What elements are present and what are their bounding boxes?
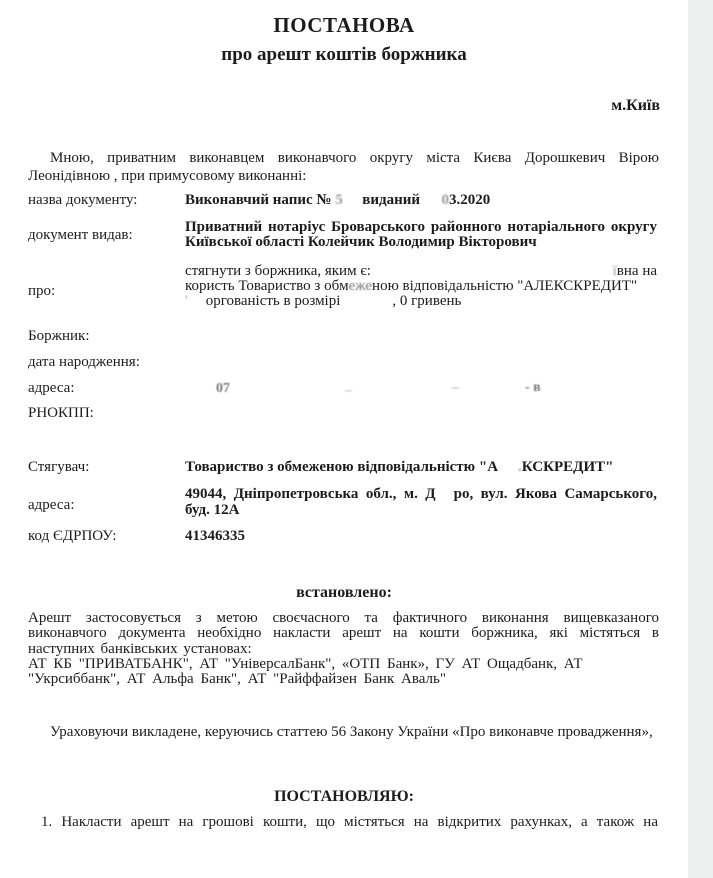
field-value-doc-name (185, 192, 657, 209)
field-label-creditor: Стягувач: (28, 459, 90, 475)
doc-name-mid: виданий (362, 192, 420, 208)
redaction-fragment: ' (185, 293, 188, 309)
section-heading-resolve: ПОСТАНОВЛЯЮ: (274, 788, 414, 805)
field-label-dob: дата народження: (28, 354, 140, 370)
about-line-2: користь Товариство з обмеженою відповідальністю "АЛЕКСКРЕДИТ" (185, 278, 638, 294)
field-label-edrpou: код ЄДРПОУ: (28, 528, 117, 544)
field-label-doc-name: назва документу: (28, 192, 138, 208)
redaction-fragment: 5 (335, 192, 343, 208)
redaction-fragment: 0 (441, 192, 449, 208)
redaction-fragment: – (452, 380, 459, 395)
redaction-fragment: – (345, 383, 352, 398)
about-line-3: ' оргованість в розмірі , 0 гривень (185, 293, 462, 309)
resolution-item-1: 1. Накласти арешт на грошові кошти, що містяться на відкритих рахунках, а також на (41, 814, 658, 830)
doc-name-pre: Виконавчий напис № (185, 192, 332, 208)
smudged-text: еже (348, 278, 373, 294)
right-scan-strip (688, 0, 713, 878)
about-l1-left: стягнути з боржника, яким є: (185, 263, 371, 279)
field-value-creditor-name: Товариство з обмеженою відповідальністю "А .КСКРЕДИТ" (185, 459, 614, 475)
redaction-fragment: . (518, 459, 522, 475)
field-label-issuer: документ видав: (28, 227, 133, 243)
field-label-creditor-address: адреса: (28, 497, 75, 513)
closing-paragraph: Ураховуючи викладене, керуючись статтею 56 Закону України «Про виконавче провадження», (50, 724, 653, 740)
doc-subtitle: про арешт коштів боржника (221, 44, 467, 65)
field-value-issuer: Приватний нотаріус Броварського районного нотаріального округу Київської області Колейчик Володимир Вікторович (185, 219, 657, 250)
redaction-fragment: ї (612, 263, 617, 279)
section-heading-established: встановлено: (296, 584, 392, 601)
banks-list: АТ КБ "ПРИВАТБАНК", АТ "УніверсалБанк", «ОТП Банк», ГУ АТ Ощадбанк, АТ "Укрсиббанк", АТ Альфа Банк", АТ "Райффайзен Банк Аваль" (28, 656, 583, 688)
established-paragraph: Арешт застосовується з метою своєчасного та фактичного виконання вищевказаного виконавчого документа необхідно накласти арешт на кошти боржника, які містяться в наступних банківських установах: (28, 610, 659, 657)
field-value-creditor-address: 49044, Дніпропетровська обл., м. Д ро, вул. Якова Самарського, буд. 12А (185, 486, 657, 518)
field-label-about: про: (28, 283, 56, 299)
doc-name-tail: 3.2020 (449, 192, 491, 208)
field-label-debtor: Боржник: (28, 328, 90, 344)
doc-title: ПОСТАНОВА (273, 13, 415, 37)
field-label-debtor-address: адреса: (28, 380, 75, 396)
field-value-about (185, 264, 657, 309)
intro-paragraph: Мною, приватним виконавцем виконавчого округу міста Києва Дорошкевич Вірою Леонідівною , при примусовому виконанні: (28, 150, 659, 184)
redaction-fragment: - в (525, 380, 541, 395)
redaction-fragment: 07 (216, 381, 230, 396)
about-line-1 (185, 264, 657, 279)
about-l1-right: ївна на (612, 263, 657, 279)
field-value-edrpou: 41346335 (185, 528, 245, 544)
field-label-rnokpp: РНОКПП: (28, 405, 94, 421)
city-label: м.Київ (611, 97, 660, 114)
